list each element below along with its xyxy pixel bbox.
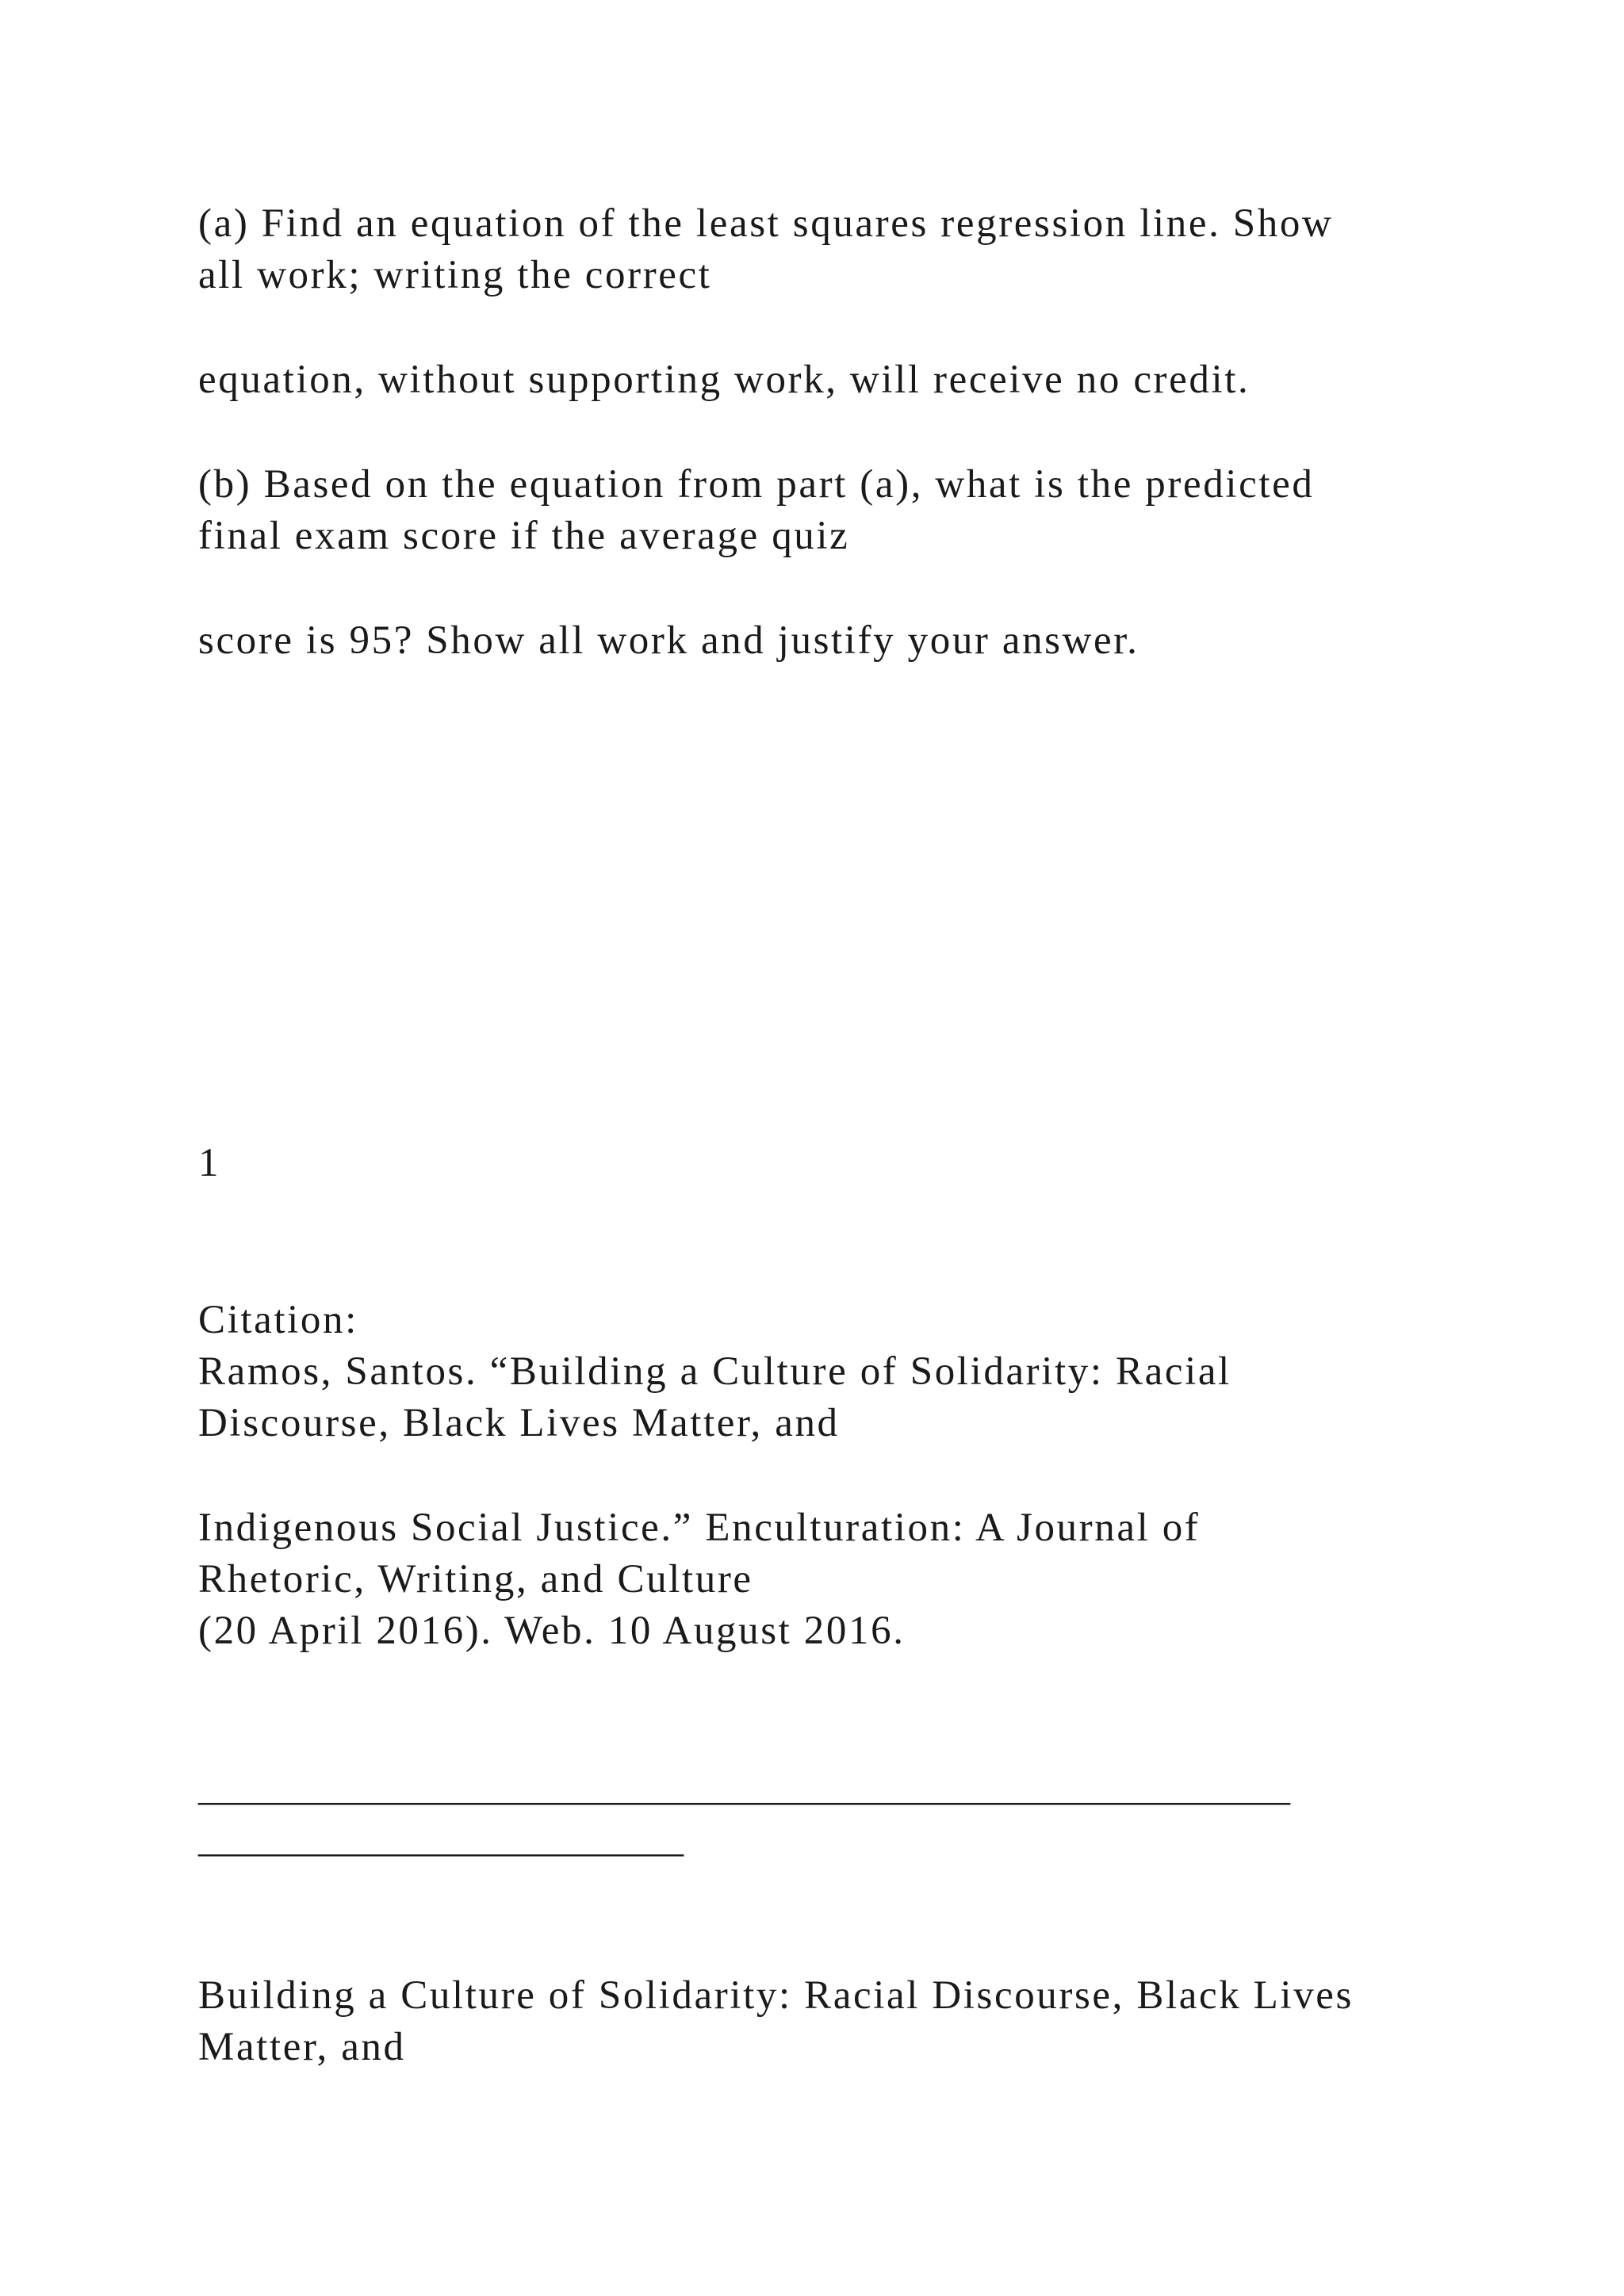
separator-line-1: ______________________________________________________ [198,1765,1290,1809]
citation-line-5: (20 April 2016). Web. 10 August 2016. [198,1609,906,1653]
question-b-line-1: (b) Based on the equation from part (a), what is the predicted [198,462,1315,507]
question-a-line-2: all work; writing the correct [198,253,712,297]
page-number: 1 [198,1141,221,1185]
citation-line-4: Rhetoric, Writing, and Culture [198,1557,753,1601]
question-a-line-3: equation, without supporting work, will receive no credit. [198,358,1251,402]
question-a-line-1: (a) Find an equation of the least squares regression line. Show [198,201,1334,246]
article-title-line-2: Matter, and [198,2025,406,2069]
citation-line-2: Discourse, Black Lives Matter, and [198,1401,840,1445]
article-title-line-1: Building a Culture of Solidarity: Racial Discourse, Black Lives [198,1973,1354,2018]
citation-label: Citation: [198,1298,358,1342]
citation-line-3: Indigenous Social Justice.” Enculturation: A Journal of [198,1506,1201,1550]
question-b-line-3: score is 95? Show all work and justify your answer. [198,618,1139,663]
citation-line-1: Ramos, Santos. “Building a Culture of Solidarity: Racial [198,1349,1231,1394]
separator-line-2: ________________________ [198,1816,684,1861]
question-b-line-2: final exam score if the average quiz [198,514,850,558]
